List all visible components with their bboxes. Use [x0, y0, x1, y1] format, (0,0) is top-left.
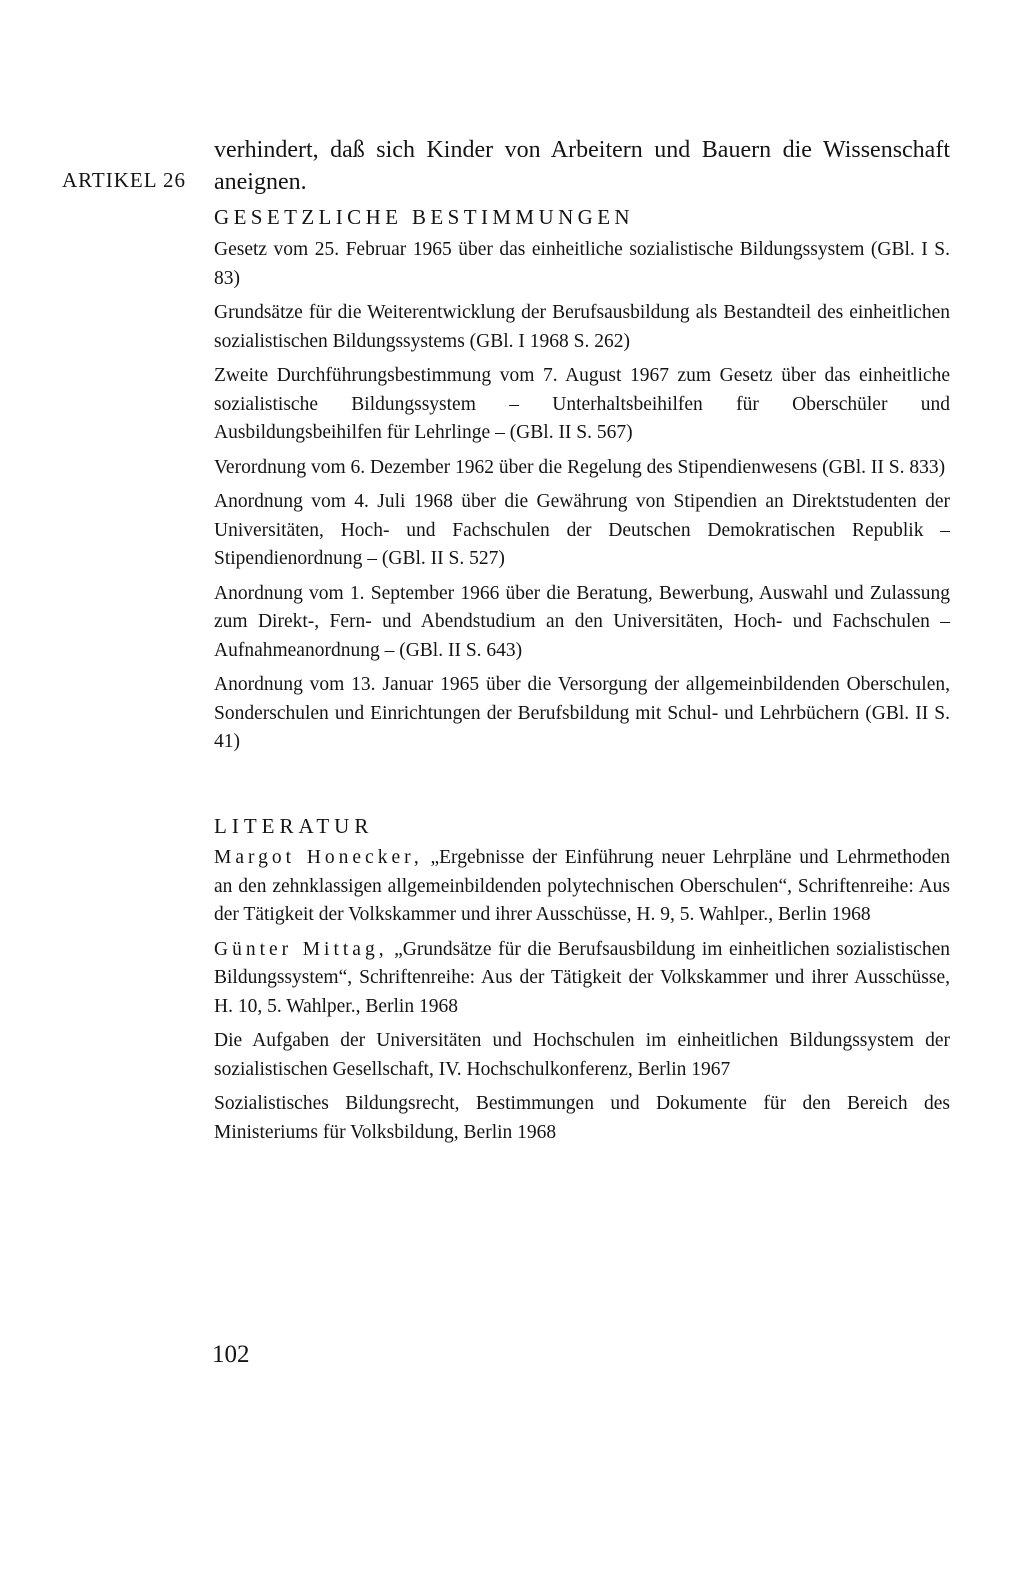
- law-entry: Gesetz vom 25. Februar 1965 über das einheitliche sozialistische Bildungssystem (GBl. I S. 83): [214, 239, 950, 289]
- literature-author: Margot Honecker,: [214, 847, 423, 868]
- literature-entry: [214, 1027, 950, 1084]
- law-entry: Anordnung vom 13. Januar 1965 über die Versorgung der allgemeinbildenden Oberschulen, Sonderschulen und Einrichtungen der Berufsbildung mit Schul- und Lehrbüchern (GBl. II S. 41): [214, 674, 950, 752]
- continuation-paragraph: verhindert, daß sich Kinder von Arbeitern und Bauern die Wissenschaft aneignen.: [214, 137, 950, 195]
- law-entry: Zweite Durchführungsbestimmung vom 7. August 1967 zum Gesetz über das einheitliche sozialistische Bildungssystem – Unterhaltsbeihilfen für Oberschüler und Ausbildungsbeihilfen für Lehrlinge – (GBl. II S. 567): [214, 365, 950, 443]
- literature-entry: [214, 1090, 950, 1147]
- literature-citation: „Ergebnisse der Einführung neuer Lehrpläne und Lehrmethoden an den zehnklassigen allgemeinbildenden polytechnischen Oberschulen“, Schriftenreihe: Aus der Tätigkeit der Volkskammer und ihrer Ausschüsse, H. 9, 5. Wahlper., Berlin 1968: [214, 847, 950, 925]
- literature-entry: [214, 936, 950, 1022]
- literature-heading: LITERATUR: [214, 814, 374, 838]
- literature-list: [214, 844, 950, 1153]
- literature-author: Günter Mittag,: [214, 938, 388, 960]
- law-entry: Verordnung vom 6. Dezember 1962 über die Regelung des Stipendienwesens (GBl. II S. 833): [214, 456, 946, 478]
- literature-citation: Die Aufgaben der Universitäten und Hochschulen im einheitlichen Bildungssystem der sozialistischen Gesellschaft, IV. Hochschulkonferenz, Berlin 1967: [214, 1030, 950, 1080]
- laws-heading: GESETZLICHE BESTIMMUNGEN: [214, 205, 634, 229]
- laws-list: [214, 236, 950, 763]
- literature-entry: [214, 844, 950, 930]
- law-entry: Anordnung vom 1. September 1966 über die Beratung, Bewerbung, Auswahl und Zulassung zum Direkt-, Fern- und Abendstudium an den Universitäten, Hoch- und Fachschulen – Aufnahmeanordnung – (GBl. II S. 643): [214, 582, 950, 661]
- article-side-label: ARTIKEL 26: [62, 168, 187, 192]
- law-entry: Anordnung vom 4. Juli 1968 über die Gewährung von Stipendien an Direktstudenten der Universitäten, Hoch- und Fachschulen der Deutschen Demokratischen Republik – Stipendienordnung – (GBl. II S. 527): [214, 491, 950, 569]
- literature-citation: „Grundsätze für die Berufsausbildung im einheitlichen sozialistischen Bildungssystem“, Schriftenreihe: Aus der Tätigkeit der Volkskammer und ihrer Ausschüsse, H. 10, 5. Wahlper., Berlin 1968: [214, 938, 950, 1017]
- law-entry: Grundsätze für die Weiterentwicklung der Berufsausbildung als Bestandteil des einheitlichen sozialistischen Bildungssystems (GBl. I 1968 S. 262): [214, 302, 950, 352]
- literature-citation: Sozialistisches Bildungsrecht, Bestimmungen und Dokumente für den Bereich des Ministeriums für Volksbildung, Berlin 1968: [214, 1093, 950, 1143]
- page-number: 102: [212, 1341, 250, 1368]
